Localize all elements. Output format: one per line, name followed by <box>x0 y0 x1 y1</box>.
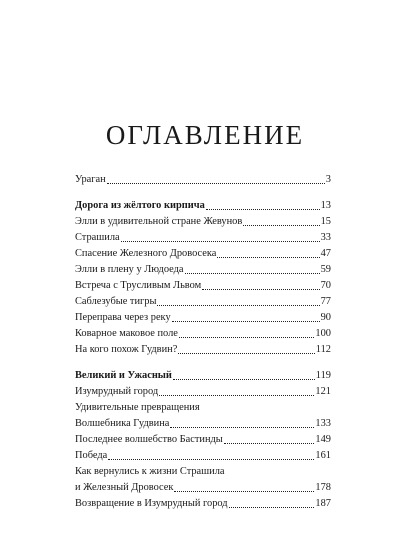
toc-entry-page-number: 121 <box>315 386 331 397</box>
toc-entry-page-number: 70 <box>320 280 331 291</box>
dot-leader <box>172 321 320 322</box>
toc-entry[interactable] <box>75 230 331 246</box>
dot-leader <box>108 459 314 460</box>
toc-entry-page-number: 133 <box>315 418 331 429</box>
toc-entry[interactable] <box>75 278 331 294</box>
toc-entry[interactable] <box>75 246 331 262</box>
toc-entry-page-number: 13 <box>320 200 331 211</box>
toc-entry-title: Переправа через реку <box>75 312 171 323</box>
dot-leader <box>121 241 320 242</box>
toc-entry[interactable] <box>75 432 331 448</box>
page-title: ОГЛАВЛЕНИЕ <box>105 120 305 150</box>
toc-entry-title: Элли в удивительной стране Жевунов <box>75 216 243 227</box>
dot-leader <box>217 257 319 258</box>
toc-entry-title: Встреча с Трусливым Львом <box>75 280 202 291</box>
toc-entry[interactable] <box>75 368 331 384</box>
table-of-contents <box>75 172 331 512</box>
dot-leader <box>202 289 319 290</box>
dot-leader <box>173 379 315 380</box>
dot-leader <box>185 273 320 274</box>
toc-entry-page-number: 59 <box>320 264 331 275</box>
dot-leader <box>159 395 314 396</box>
toc-entry-title: Возвращение в Изумрудный город <box>75 498 228 509</box>
toc-entry-title: Страшила <box>75 232 120 243</box>
dot-leader <box>224 443 315 444</box>
toc-entry[interactable] <box>75 310 331 326</box>
toc-entry-page-number: 112 <box>315 344 331 355</box>
toc-entry-title: Саблезубые тигры <box>75 296 157 307</box>
toc-entry-title: Изумрудный город <box>75 386 159 397</box>
toc-entry[interactable] <box>75 214 331 230</box>
toc-entry-page-number: 3 <box>325 174 331 185</box>
toc-entry-page-number: 90 <box>320 312 331 323</box>
toc-entry-page-number: 161 <box>315 450 331 461</box>
toc-entry[interactable] <box>75 448 331 464</box>
dot-leader <box>229 507 315 508</box>
toc-entry-title: На кого похож Гудвин? <box>75 344 178 355</box>
toc-entry[interactable] <box>75 480 331 496</box>
toc-entry-page-number: 178 <box>315 482 331 493</box>
toc-entry-page-number: 33 <box>320 232 331 243</box>
toc-entry[interactable] <box>75 384 331 400</box>
dot-leader <box>243 225 319 226</box>
toc-entry[interactable] <box>75 496 331 512</box>
toc-entry-title: Спасение Железного Дровосека <box>75 248 217 259</box>
toc-entry[interactable] <box>75 198 331 214</box>
toc-entry-title: Ураган <box>75 174 106 185</box>
dot-leader <box>178 353 314 354</box>
toc-entry-title: Великий и Ужасный <box>75 370 172 381</box>
toc-entry-title-line: Как вернулись к жизни Страшила <box>75 466 225 477</box>
dot-leader <box>206 209 320 210</box>
toc-entry-title: Дорога из жёлтого кирпича <box>75 200 205 211</box>
dot-leader <box>107 183 325 184</box>
dot-leader <box>174 491 314 492</box>
toc-entry-title: Коварное маковое поле <box>75 328 178 339</box>
toc-entry-page-number: 119 <box>315 370 331 381</box>
dot-leader <box>170 427 314 428</box>
toc-entry-title: Элли в плену у Людоеда <box>75 264 184 275</box>
dot-leader <box>179 337 315 338</box>
toc-entry[interactable] <box>75 172 331 188</box>
toc-entry-title: Волшебника Гудвина <box>75 418 170 429</box>
dot-leader <box>157 305 319 306</box>
toc-entry-page-number: 149 <box>315 434 331 445</box>
toc-entry[interactable] <box>75 262 331 278</box>
toc-entry-page-number: 100 <box>315 328 331 339</box>
toc-entry-title: и Железный Дровосек <box>75 482 174 493</box>
toc-entry-title: Последнее волшебство Бастинды <box>75 434 223 445</box>
toc-entry-page-number: 15 <box>320 216 331 227</box>
toc-entry-page-number: 47 <box>320 248 331 259</box>
toc-entry[interactable] <box>75 294 331 310</box>
toc-entry-title-line: Удивительные превращения <box>75 402 200 413</box>
toc-entry[interactable] <box>75 342 331 358</box>
toc-entry[interactable] <box>75 326 331 342</box>
toc-entry-page-number: 187 <box>315 498 331 509</box>
toc-entry[interactable] <box>75 416 331 432</box>
toc-entry-page-number: 77 <box>320 296 331 307</box>
toc-entry-title: Победа <box>75 450 108 461</box>
